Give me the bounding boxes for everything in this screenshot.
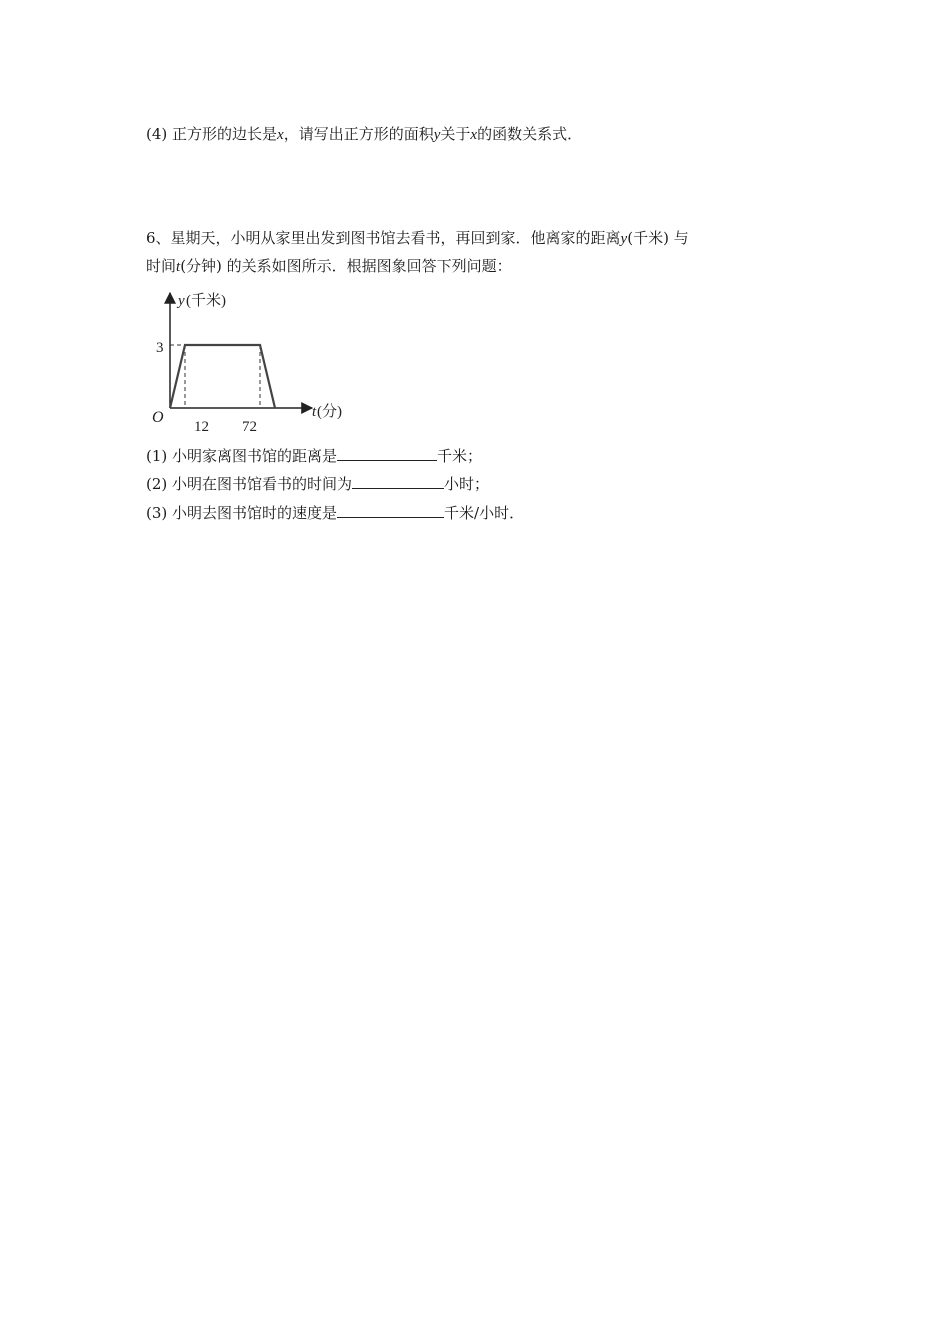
sub-question-1 xyxy=(146,446,482,466)
sub-question-3 xyxy=(146,503,524,523)
q6-line2-a: 时间 xyxy=(146,257,177,275)
x-axis-label-var: t xyxy=(312,404,317,420)
q4-mid2: 关于 xyxy=(440,125,471,143)
question-6-line-1 xyxy=(146,228,689,249)
q4-var-y: y xyxy=(433,127,441,143)
distance-time-graph xyxy=(146,288,366,438)
sub-question-3-unit: 千米/小时． xyxy=(444,504,525,522)
q6-var-t: t xyxy=(176,259,181,275)
answer-blank-2[interactable] xyxy=(352,474,444,489)
q6-line1-b: (千米) 与 xyxy=(627,229,689,247)
answer-blank-1[interactable] xyxy=(337,446,437,461)
q4-prefix: (4) 正方形的边长是 xyxy=(146,125,278,143)
q6-line1-a: 6、星期天，小明从家里出发到图书馆去看书，再回到家．他离家的距离 xyxy=(146,229,621,247)
origin-label: O xyxy=(152,409,164,426)
sub-question-2-unit: 小时； xyxy=(444,475,490,493)
q6-line2-b: (分钟) 的关系如图所示．根据图象回答下列问题： xyxy=(180,257,512,275)
q4-var-x2: x xyxy=(470,127,478,143)
y-tick-label-3: 3 xyxy=(156,340,164,356)
q4-suffix: 的函数关系式． xyxy=(477,125,583,143)
answer-blank-3[interactable] xyxy=(337,503,444,518)
x-tick-label-12: 12 xyxy=(194,419,209,435)
series-line xyxy=(170,345,275,408)
x-tick-label-72: 72 xyxy=(242,419,257,435)
sub-question-2-label: (2) 小明在图书馆看书的时间为 xyxy=(146,475,353,493)
sub-question-1-unit: 千米； xyxy=(437,447,483,465)
y-axis-label-unit: (千米) xyxy=(186,293,226,309)
q6-var-y: y xyxy=(620,231,628,247)
sub-question-2 xyxy=(146,474,489,494)
q4-mid: ，请写出正方形的面积 xyxy=(283,125,434,143)
question-4 xyxy=(146,124,582,145)
sub-question-3-label: (3) 小明去图书馆时的速度是 xyxy=(146,504,338,522)
x-axis-label-unit: (分) xyxy=(317,404,342,420)
q4-var-x: x xyxy=(277,127,284,143)
y-axis-label-var: y xyxy=(178,293,185,309)
sub-question-1-label: (1) 小明家离图书馆的距离是 xyxy=(146,447,338,465)
question-6-line-2 xyxy=(146,256,512,277)
